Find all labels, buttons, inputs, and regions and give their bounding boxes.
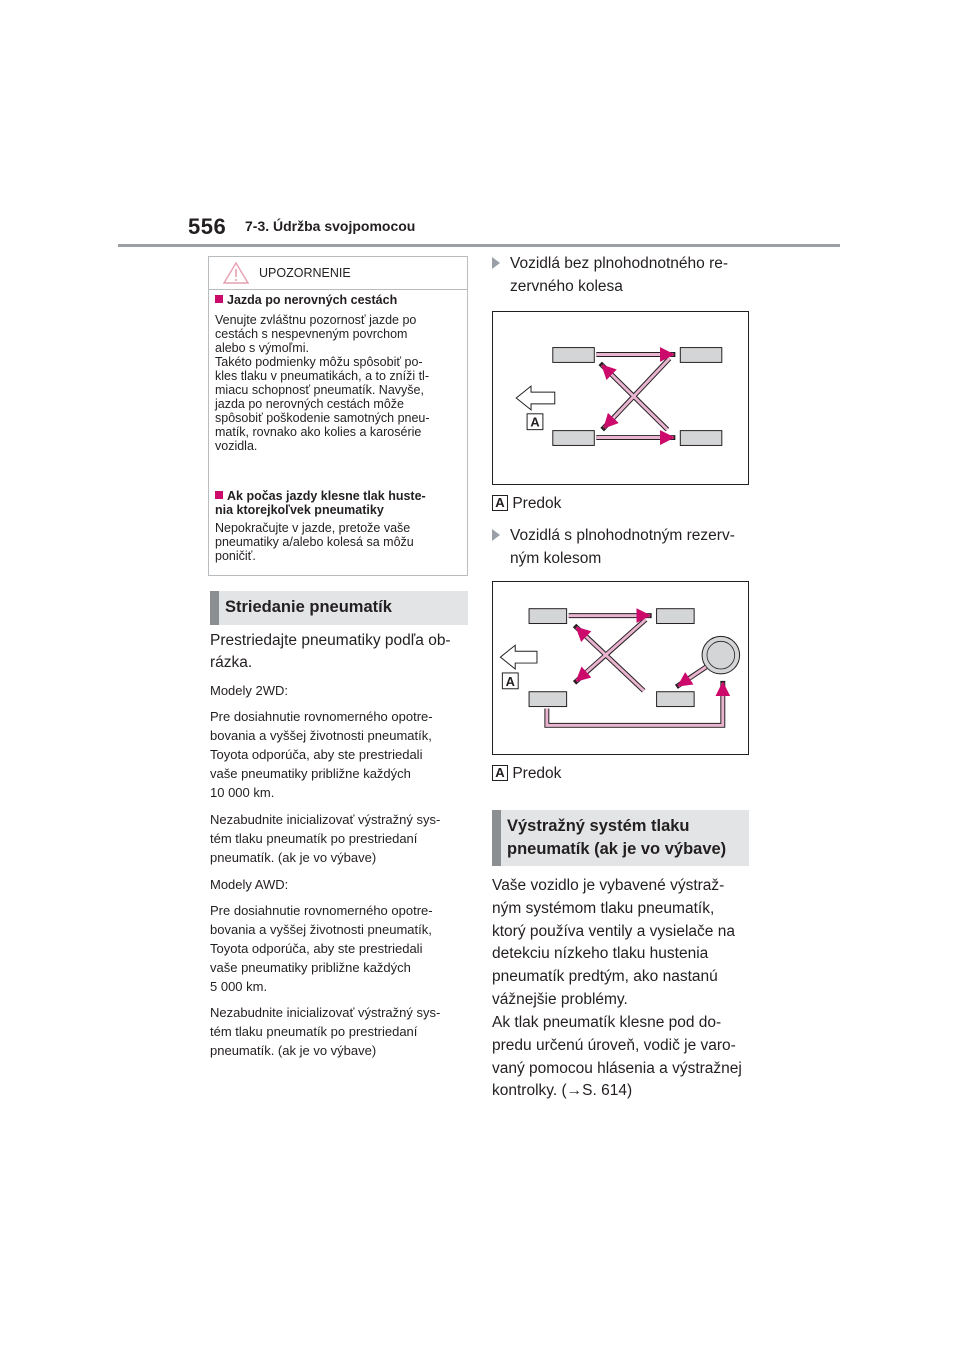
- legend-text: Predok: [512, 495, 562, 512]
- warning-text: Venujte zvláštnu pozornosť jazde po cestách s nespevneným povrchom alebo s výmoľmi. Takéto podmienky môžu spôsobiť po- kles tlaku v pneumatikách, a to zníži tl- miacu schopnosť pneumatík. Navyše, jazda po nerovných cestách môže spôsobiť poškodenie samotných pneu- matík, rovnako ako kolies a karosérie vozidla.: [215, 313, 430, 453]
- diagram-label: A: [505, 673, 515, 689]
- legend-letter: A: [492, 765, 508, 781]
- section-title: 7-3. Údržba svojpomocou: [245, 218, 416, 234]
- bullet-triangle-icon: [492, 257, 500, 269]
- warning-header: [209, 257, 467, 290]
- tire-rotation-diagram-with-spare: [492, 581, 749, 755]
- legend-front: [492, 495, 561, 513]
- front-direction-arrow-icon: [516, 386, 555, 410]
- models-awd-label: Modely AWD:: [210, 877, 289, 892]
- header-divider: [118, 244, 840, 247]
- front-direction-arrow-icon: [500, 645, 537, 669]
- rotation-intro: Prestriedajte pneumatiky podľa ob- rázka.: [210, 632, 451, 671]
- section-heading: Výstražný systém tlaku pneumatík (ak je vo výbave): [492, 810, 749, 866]
- models-awd-text: Pre dosiahnutie rovnomerného opotre- bovania a vyššej životnosti pneumatík, Toyota odporúča, aby ste prestriedali vaše pneumatiky približne každých 5 000 km.: [210, 903, 433, 994]
- tire-front-left: [553, 348, 595, 363]
- tire-rear-left: [529, 692, 567, 707]
- legend-text: Predok: [512, 765, 562, 782]
- bullet-square-icon: [215, 491, 223, 499]
- legend-letter: A: [492, 495, 508, 511]
- warning-title: UPOZORNENIE: [259, 266, 351, 280]
- warning-text: Nepokračujte v jazde, pretože vaše pneumatiky a/alebo kolesá sa môžu poničiť.: [215, 521, 414, 563]
- models-awd-note: Nezabudnite inicializovať výstražný sys- tém tlaku pneumatík po prestriedaní pneumatík. (ak je vo výbave): [210, 1005, 441, 1058]
- tire-rear-right: [657, 692, 695, 707]
- tire-rear-left: [553, 431, 595, 446]
- warning-triangle-icon: [223, 261, 249, 285]
- tire-rotation-diagram-no-spare: [492, 311, 749, 485]
- warning-subheading: Ak počas jazdy klesne tlak huste- nia ktorejkoľvek pneumatiky: [215, 489, 426, 517]
- tpws-paragraph: Vaše vozidlo je vybavené výstraž- ným systémom tlaku pneumatík, ktorý používa ventily a vysielače na detekciu nízkeho tlaku hustenia pneumatík predtým, ako nastanú vážnejšie problémy.: [492, 877, 735, 1008]
- spare-tire-icon: [702, 636, 740, 674]
- tire-front-right: [680, 348, 722, 363]
- legend-front: [492, 765, 561, 783]
- warning-subheading: Jazda po nerovných cestách: [215, 293, 397, 307]
- tire-front-left: [529, 609, 567, 624]
- bullet-triangle-icon: [492, 529, 500, 541]
- warning-box: [208, 256, 468, 576]
- page-number: 556: [188, 214, 227, 239]
- models-2wd-label: Modely 2WD:: [210, 683, 289, 698]
- models-2wd-text: Pre dosiahnutie rovnomerného opotre- bovania a vyššej životnosti pneumatík, Toyota odporúča, aby ste prestriedali vaše pneumatiky približne každých 10 000 km.: [210, 709, 433, 800]
- rotation-arrows: [547, 616, 723, 726]
- bullet-item: Vozidlá s plnohodnotným rezerv- ným kolesom: [492, 524, 754, 570]
- tpws-paragraph: Ak tlak pneumatík klesne pod do- predu určenú úroveň, vodič je varo- vaný pomocou hlásenia a výstražnej kontrolky. (→S. 614): [492, 1014, 742, 1100]
- bullet-square-icon: [215, 295, 223, 303]
- tire-front-right: [657, 609, 695, 624]
- models-2wd-note: Nezabudnite inicializovať výstražný sys- tém tlaku pneumatík po prestriedaní pneumatík. (ak je vo výbave): [210, 812, 441, 865]
- tire-rear-right: [680, 431, 722, 446]
- bullet-item: Vozidlá bez plnohodnotného re- zervného kolesa: [492, 252, 754, 298]
- diagram-label: A: [530, 414, 540, 430]
- section-heading: Striedanie pneumatík: [210, 591, 468, 625]
